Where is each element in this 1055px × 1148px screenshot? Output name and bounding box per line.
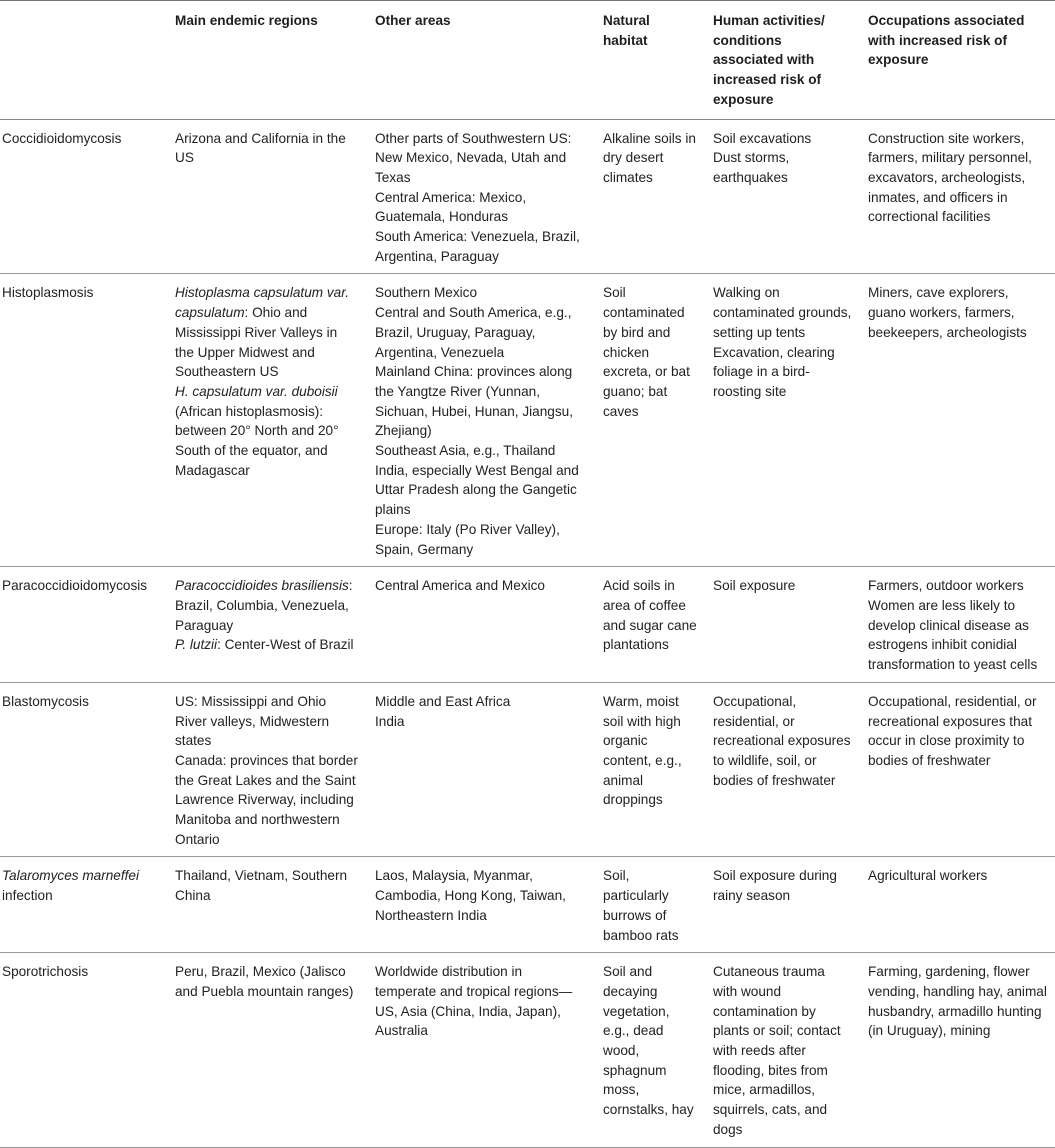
cell-line: US: Mississippi and Ohio River valleys, Midwestern states [175,693,330,749]
cell-line [175,635,359,655]
table-row [0,953,1055,1147]
cell-line [175,283,359,382]
cell-line: Soil exposure during rainy season [713,868,837,904]
endemic-cell [167,274,367,567]
disease-name: Sporotrichosis [2,964,89,980]
cell-line [175,576,359,635]
endemic-cell [167,119,367,274]
habitat-cell [595,119,705,274]
cell-line: Europe: Italy (Po River Valley), Spain, Germany [375,521,560,557]
cell-text: : Ohio and Mississippi River Valleys in the Upper Midwest and Southeastern US [175,305,338,380]
cell-line: Soil exposure [713,578,796,594]
occupations-cell [860,682,1055,857]
header-natural-habitat: Natural habitat [603,13,650,48]
cell-line: Central America and Mexico [375,578,545,594]
other-areas-cell [367,682,595,857]
cell-line: Central America: Mexico, Guatemala, Honduras [375,189,527,225]
endemic-cell [167,953,367,1147]
cell-line: Occupational, residential, or recreational exposures that occur in close proximity to bodies of freshwater [868,693,1037,768]
cell-line: Occupational, residential, or recreational exposures to wildlife, soil, or bodies of freshwater [713,693,851,788]
species-name: P. lutzii [175,637,218,653]
other-areas-cell [367,567,595,683]
disease-name: Blastomycosis [2,693,89,709]
cell-line: Worldwide distribution in temperate and tropical regions—US, Asia (China, India, Japan), Australia [375,964,573,1039]
other-areas-cell [367,857,595,953]
cell-line: India [375,713,405,729]
other-areas-cell [367,953,595,1147]
habitat-cell [595,857,705,953]
table-row [0,274,1055,567]
species-name: Histoplasma capsulatum var. capsulatum [175,285,350,321]
disease-name [0,857,167,953]
cell-line: Construction site workers, farmers, military personnel, excavators, archeologists, inmates, and officers in correctional facilities [868,130,1032,225]
cell-line: Excavation, clearing foliage in a bird-roosting site [713,344,835,399]
disease-name: Paracoccidioidomycosis [2,578,148,594]
cell-line: South America: Venezuela, Brazil, Argentina, Paraguay [375,229,580,264]
species-name: Talaromyces marneffei [2,868,139,884]
header-row [0,1,1055,120]
species-name: H. capsulatum var. duboisii [175,383,338,399]
cell-line: Acid soils in area of coffee and sugar cane plantations [603,578,697,653]
cell-line: Farmers, outdoor workers [868,578,1024,594]
cell-line: Cutaneous trauma with wound contamination by plants or soil; contact with reeds after flooding, bites from mice, armadillos, squirrels, cats, and dogs [713,964,841,1137]
cell-line: Canada: provinces that border the Great Lakes and the Saint Lawrence Riverway, including Manitoba and northwestern Ontario [175,752,358,847]
header-main-endemic-regions: Main endemic regions [175,13,318,28]
occupations-cell [860,857,1055,953]
header-other-areas: Other areas [375,13,451,28]
table-row [0,119,1055,274]
disease-name: Coccidioidomycosis [2,130,122,146]
cell-line: Other parts of Southwestern US: New Mexico, Nevada, Utah and Texas [375,130,572,185]
cell-line: Peru, Brazil, Mexico (Jalisco and Puebla mountain ranges) [175,964,354,999]
cell-line [175,382,359,481]
cell-text: infection [2,888,53,904]
header-occupations: Occupations associated with increased risk of exposure [868,13,1025,68]
occupations-cell [860,567,1055,683]
header-human-activities: Human activities/ conditions associated with increased risk of exposure [713,13,825,107]
cell-line: Dust storms, earthquakes [713,150,790,185]
header-disease [0,1,167,120]
cell-line: Soil excavations [713,130,812,146]
cell-line: Arizona and California in the US [175,130,346,166]
other-areas-cell [367,274,595,567]
occupations-cell [860,274,1055,567]
activities-cell [705,567,860,683]
cell-line: Women are less likely to develop clinical disease as estrogens inhibit conidial transformation to yeast cells [868,597,1038,673]
activities-cell [705,119,860,274]
occupations-cell [860,953,1055,1147]
table-row [0,682,1055,857]
cell-line: India, especially West Bengal and Uttar Pradesh along the Gangetic plains [375,462,579,518]
cell-line: Warm, moist soil with high organic content, e.g., animal droppings [603,693,682,808]
cell-line: Miners, cave explorers, guano workers, farmers, beekeepers, archeologists [868,285,1027,340]
cell-line: Alkaline soils in dry desert climates [603,130,696,185]
cell-line: Soil and decaying vegetation, e.g., dead wood, sphagnum moss, cornstalks, hay [603,964,694,1118]
habitat-cell [595,274,705,567]
cell-line: Mainland China: provinces along the Yangtze River (Yunnan, Sichuan, Hubei, Hunan, Jiangsu, Zhejiang) [375,364,573,439]
endemic-cell [167,567,367,683]
habitat-cell [595,953,705,1147]
cell-text: : Center-West of Brazil [217,637,354,653]
species-name: Paracoccidioides brasiliensis [175,578,349,594]
occupations-cell [860,119,1055,274]
habitat-cell [595,682,705,857]
other-areas-cell [367,119,595,274]
habitat-cell [595,567,705,683]
table-row [0,567,1055,683]
cell-text: : Brazil, Columbia, Venezuela, Paraguay [175,578,353,633]
cell-line: Thailand, Vietnam, Southern China [175,868,348,904]
endemic-cell [167,857,367,953]
cell-line: Laos, Malaysia, Myanmar, Cambodia, Hong Kong, Taiwan, Northeastern India [375,868,566,923]
activities-cell [705,857,860,953]
activities-cell [705,682,860,857]
cell-line: Agricultural workers [868,868,988,884]
cell-line: Southeast Asia, e.g., Thailand [375,443,556,459]
cell-text: (African histoplasmosis): between 20° North and 20° South of the equator, and Madagascar [175,403,339,478]
disease-name: Histoplasmosis [2,285,94,301]
cell-line: Southern Mexico [375,285,478,301]
activities-cell [705,274,860,567]
cell-line: Soil contaminated by bird and chicken excreta, or bat guano; bat caves [603,285,690,419]
cell-line: Farming, gardening, flower vending, handling hay, animal husbandry, armadillo hunting (in Uruguay), mining [868,964,1047,1039]
cell-line: Soil, particularly burrows of bamboo rats [603,868,679,943]
activities-cell [705,953,860,1147]
cell-line: Middle and East Africa [375,693,511,709]
table-row [0,857,1055,953]
cell-line: Central and South America, e.g., Brazil, Uruguay, Paraguay, Argentina, Venezuela [375,305,572,360]
cell-line: Walking on contaminated grounds, setting up tents [713,285,852,340]
endemic-cell [167,682,367,857]
